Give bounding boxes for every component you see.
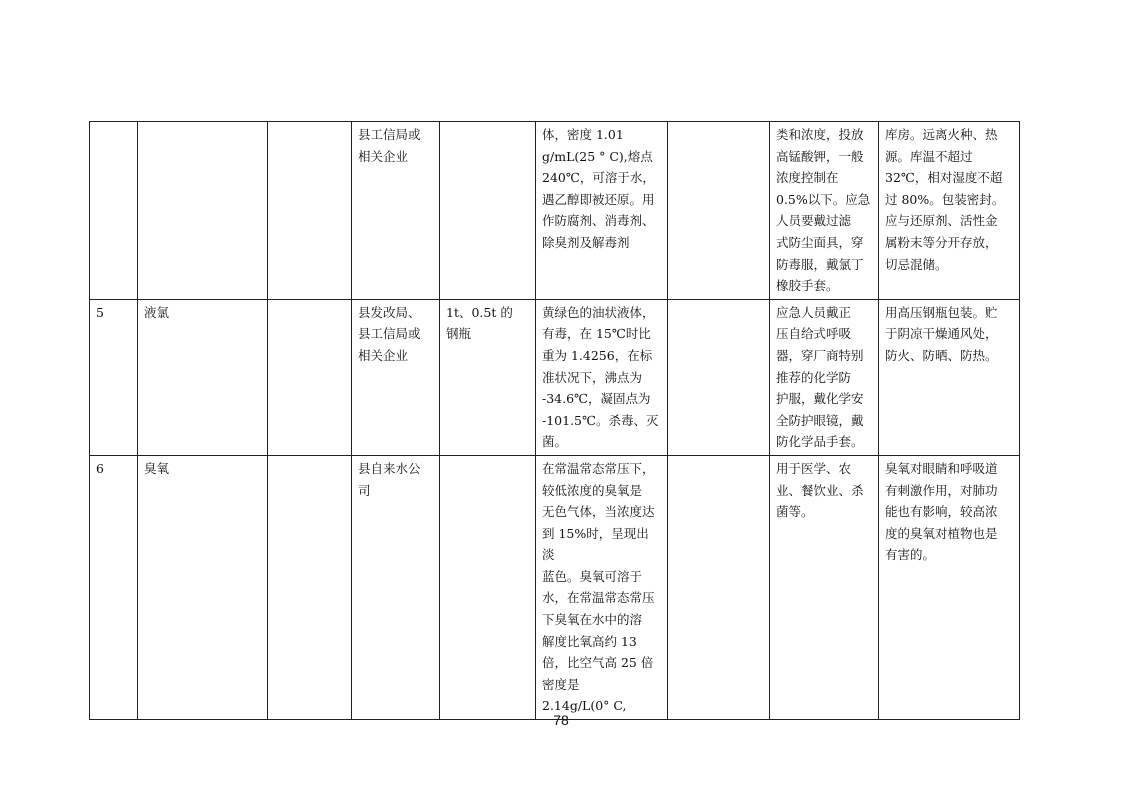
cell-no: 6	[90, 455, 138, 719]
cell-properties: 在常温常态常压下， 较低浓度的臭氧是 无色气体，当浓度达 到 15%时，呈现出淡 蓝色。臭氧可溶于 水，在常温常态常压 下臭氧在水中的溶 解度比氧高约 13 倍，比空气高 25 倍 密度是 2.14g/L(0° C,	[536, 455, 668, 719]
cell-properties: 黄绿色的油状液体， 有毒，在 15℃时比 重为 1.4256，在标 准状况下，沸点为 -34.6℃，凝固点为 -101.5℃。杀毒、灭 菌。	[536, 299, 668, 455]
cell-name: 液氯	[138, 299, 268, 455]
hazardous-chemicals-table	[89, 121, 1020, 720]
cell-properties: 体，密度 1.01 g/mL(25 ° C),熔点 240℃，可溶于水， 遇乙醇即被还原。用 作防腐剂、消毒剂、 除臭剂及解毒剂	[536, 122, 668, 300]
cell-storage	[440, 455, 536, 719]
cell-authority: 县工信局或 相关企业	[352, 122, 440, 300]
cell-col3	[268, 299, 352, 455]
cell-notes: 用高压钢瓶包装。贮 于阴凉干燥通风处， 防火、防晒、防热。	[879, 299, 1020, 455]
cell-col7	[668, 122, 770, 300]
cell-notes: 库房。远离火种、热 源。库温不超过 32℃，相对湿度不超 过 80%。包装密封。 应与还原剂、活性金 属粉末等分开存放， 切忌混储。	[879, 122, 1020, 300]
cell-col7	[668, 299, 770, 455]
cell-no: 5	[90, 299, 138, 455]
page-number: 78	[553, 712, 569, 728]
cell-emergency: 类和浓度，投放 高锰酸钾，一般 浓度控制在 0.5%以下。应急 人员要戴过滤 式防尘面具，穿 防毒服，戴氯丁 橡胶手套。	[770, 122, 879, 300]
cell-col3	[268, 455, 352, 719]
cell-emergency: 用于医学、农 业、餐饮业、杀 菌等。	[770, 455, 879, 719]
table-row	[90, 299, 1020, 455]
cell-storage: 1t、0.5t 的 钢瓶	[440, 299, 536, 455]
cell-authority: 县发改局、 县工信局或 相关企业	[352, 299, 440, 455]
cell-name	[138, 122, 268, 300]
cell-notes: 臭氧对眼睛和呼吸道 有刺激作用，对肺功 能也有影响，较高浓 度的臭氧对植物也是 有害的。	[879, 455, 1020, 719]
cell-storage	[440, 122, 536, 300]
table-row	[90, 122, 1020, 300]
cell-emergency: 应急人员戴正 压自给式呼吸 器，穿厂商特别 推荐的化学防 护服，戴化学安 全防护眼镜，戴 防化学品手套。	[770, 299, 879, 455]
cell-no	[90, 122, 138, 300]
cell-authority: 县自来水公 司	[352, 455, 440, 719]
cell-col7	[668, 455, 770, 719]
table-row	[90, 455, 1020, 719]
cell-name: 臭氧	[138, 455, 268, 719]
cell-col3	[268, 122, 352, 300]
